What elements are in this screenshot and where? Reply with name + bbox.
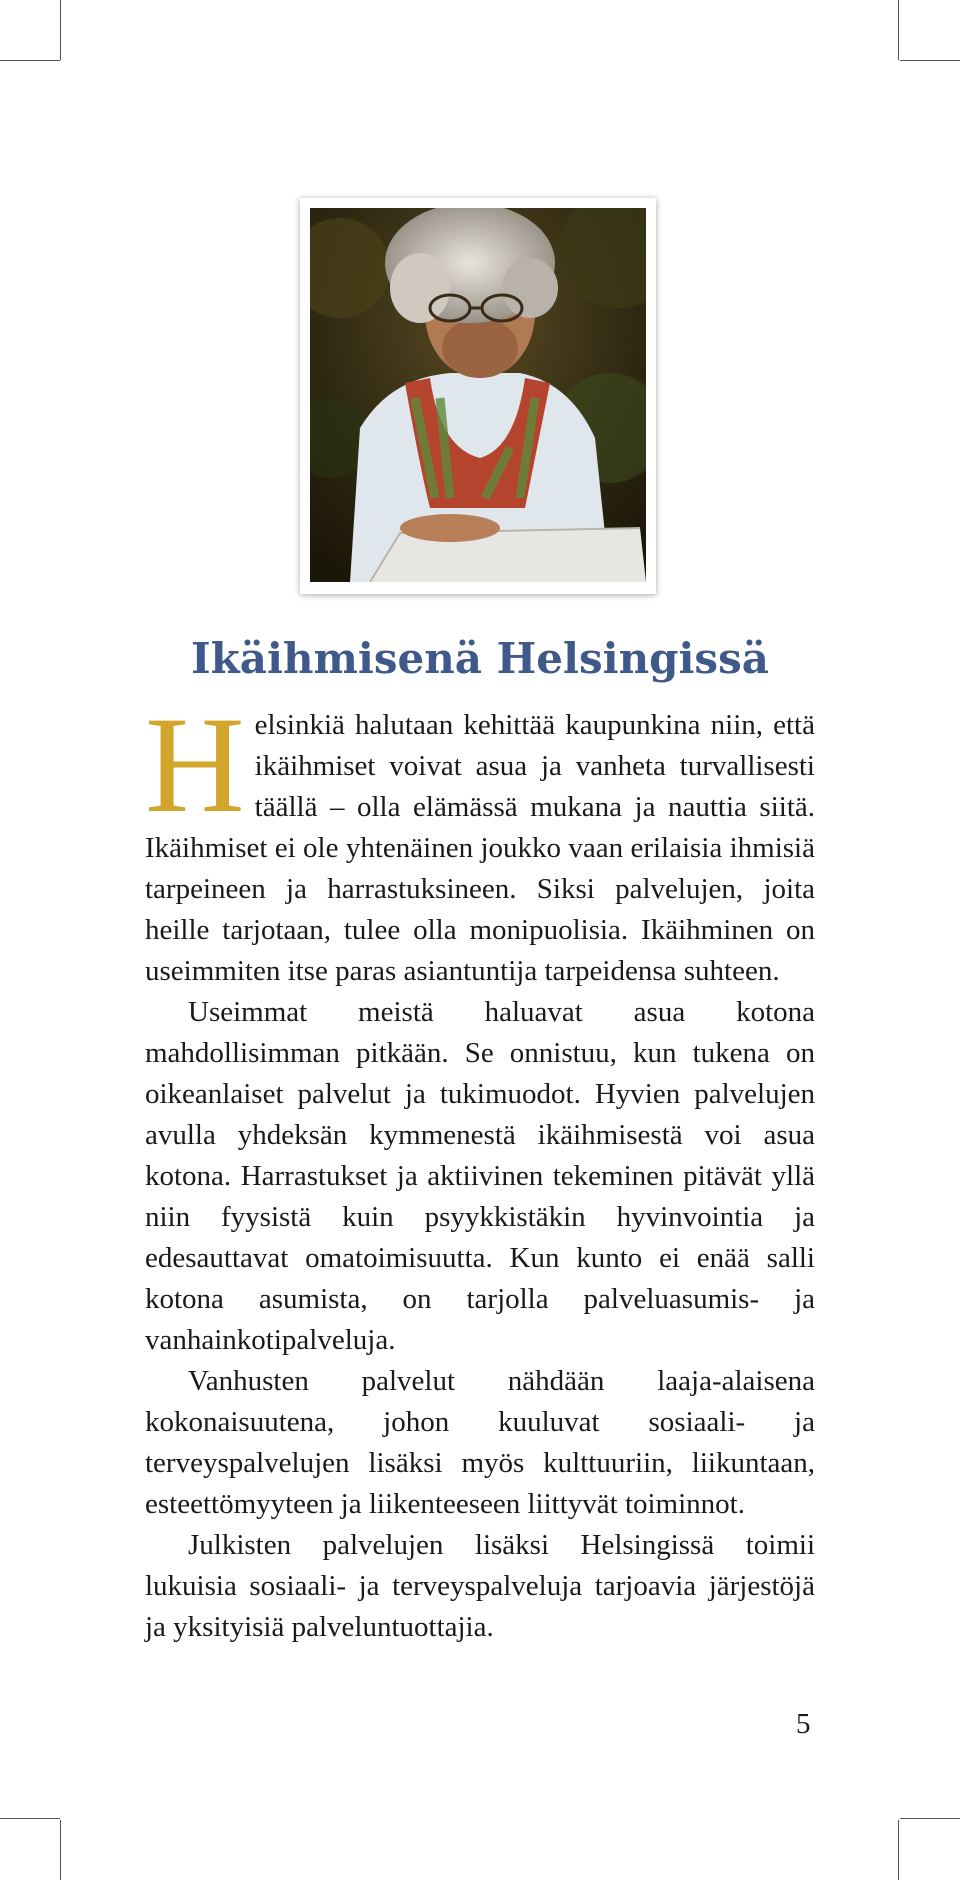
page-number: 5 [796, 1708, 811, 1740]
drop-cap: H [145, 688, 245, 841]
crop-mark-bottom-right-h [900, 1818, 960, 1819]
photo-frame [300, 198, 656, 594]
crop-mark-top-left [60, 0, 61, 60]
photo-elderly-woman-reading [310, 208, 646, 582]
crop-mark-bottom-right [898, 1820, 899, 1880]
crop-mark-bottom-left-h [0, 1818, 60, 1819]
article-body [145, 688, 815, 1648]
crop-mark-top-left-h [0, 60, 60, 61]
paragraph-4: Julkisten palvelujen lisäksi Helsingissä toimii lukuisia sosiaali- ja terveyspalveluja tarjoavia järjestöjä ja yksityisiä palveluntuottajia. [145, 1529, 815, 1643]
crop-mark-bottom-left [60, 1820, 61, 1880]
paragraph-1-text: elsinkiä halutaan kehittää kaupunkina niin, että ikäihmiset voivat asua ja vanheta turvallisesti täällä – olla elämässä mukana ja nauttia siitä. Ikäihmiset ei ole yhtenäinen joukko vaan erilaisia ihmisiä tarpeineen ja harrastuksineen. Siksi palvelujen, joita heille tarjotaan, tulee olla monipuolisia. Ikäihminen on useimmiten itse paras asiantuntija tarpeidensa suhteen. [145, 709, 815, 987]
paragraph-1 [145, 688, 815, 992]
paragraph-3: Vanhusten palvelut nähdään laaja-alaisena kokonaisuutena, johon kuuluvat sosiaali- ja terveyspalvelujen lisäksi myös kulttuuriin, liikuntaan, esteettömyyteen ja liikenteeseen liittyvät toiminnot. [145, 1365, 815, 1520]
paragraph-2: Useimmat meistä haluavat asua kotona mahdollisimman pitkään. Se onnistuu, kun tukena on oikeanlaiset palvelut ja tukimuodot. Hyvien palvelujen avulla yhdeksän kymmenestä ikäihmisestä voi asua kotona. Harrastukset ja aktiivinen tekeminen pitävät yllä niin fyysistä kuin psyykkistäkin hyvinvointia ja edesauttavat omatoimisuutta. Kun kunto ei enää salli kotona asumista, on tarjolla palveluasumis- ja vanhainkotipalveluja. [145, 996, 815, 1356]
crop-mark-top-right-h [900, 60, 960, 61]
crop-mark-top-right [898, 0, 899, 60]
page-title: Ikäihmisenä Helsingissä [191, 634, 769, 683]
